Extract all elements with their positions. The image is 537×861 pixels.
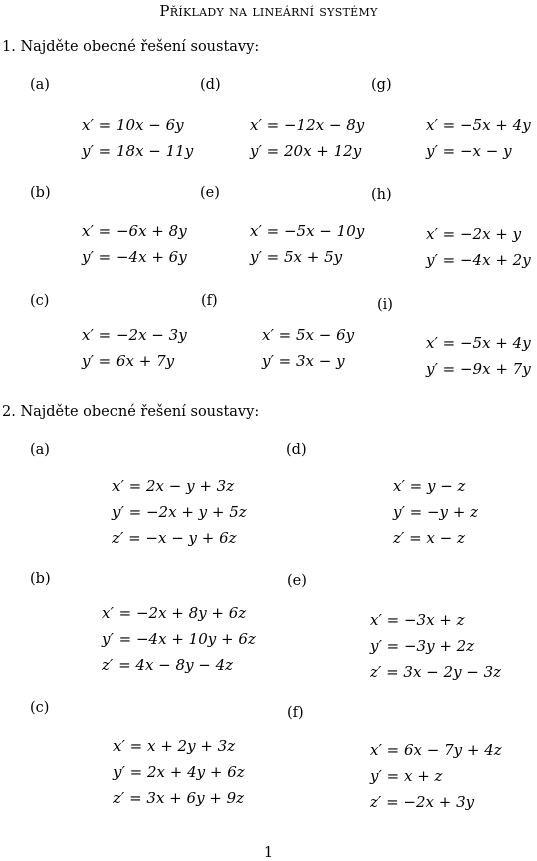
equation: x′ = −2x + 8y + 6z — [102, 604, 247, 622]
section-2-heading: 2. Najděte obecné řešení soustavy: — [2, 404, 260, 420]
equation: x′ = 5x − 6y — [262, 326, 355, 344]
problem-2c-system — [113, 733, 245, 811]
problem-1d-label: (d) — [200, 77, 221, 93]
equation: z′ = 3x + 6y + 9z — [113, 789, 245, 807]
problem-1e-label: (e) — [200, 185, 220, 201]
problem-2c-label: (c) — [30, 700, 50, 716]
problem-2d-system — [393, 473, 478, 551]
equation: x′ = −5x − 10y — [250, 222, 365, 240]
equation: x′ = 6x − 7y + 4z — [370, 741, 502, 759]
equation: z′ = −2x + 3y — [370, 793, 475, 811]
problem-1i-system — [426, 330, 531, 382]
problem-2d-label: (d) — [286, 442, 307, 458]
equation: y′ = −4x + 6y — [82, 248, 187, 266]
problem-1f-system — [262, 322, 354, 374]
problem-2b-system — [102, 600, 256, 678]
problem-1h-system — [426, 221, 531, 273]
equation: y′ = −x − y — [426, 142, 512, 160]
equation: x′ = −12x − 8y — [250, 116, 365, 134]
equation: y′ = −3y + 2z — [370, 637, 475, 655]
equation: y′ = −9x + 7y — [426, 360, 531, 378]
equation: z′ = 3x − 2y − 3z — [370, 663, 502, 681]
section-1-heading: 1. Najděte obecné řešení soustavy: — [2, 39, 260, 55]
equation: z′ = x − z — [393, 529, 465, 547]
equation: y′ = 6x + 7y — [82, 352, 175, 370]
equation: y′ = 20x + 12y — [250, 142, 362, 160]
equation: x′ = −2x − 3y — [82, 326, 187, 344]
equation: x′ = x + 2y + 3z — [113, 737, 236, 755]
equation: x′ = y − z — [393, 477, 466, 495]
page-number: 1 — [263, 845, 274, 861]
problem-1c-system — [82, 322, 187, 374]
equation: y′ = −2x + y + 5z — [112, 503, 247, 521]
equation: y′ = x + z — [370, 767, 443, 785]
problem-2f-system — [370, 737, 502, 815]
equation: z′ = −x − y + 6z — [112, 529, 237, 547]
equation: y′ = −4x + 10y + 6z — [102, 630, 256, 648]
problem-1d-system — [250, 112, 364, 164]
equation: y′ = 3x − y — [262, 352, 345, 370]
problem-2e-label: (e) — [287, 573, 307, 589]
equation: y′ = 5x + 5y — [250, 248, 343, 266]
problem-2b-label: (b) — [30, 571, 51, 587]
equation: x′ = −5x + 4y — [426, 116, 531, 134]
equation: y′ = 18x − 11y — [82, 142, 194, 160]
problem-1b-label: (b) — [30, 185, 51, 201]
problem-1b-system — [82, 218, 187, 270]
equation: y′ = −y + z — [393, 503, 479, 521]
equation: x′ = −3x + z — [370, 611, 465, 629]
problem-1f-label: (f) — [201, 293, 218, 309]
problem-1a-label: (a) — [30, 77, 50, 93]
problem-1e-system — [250, 218, 364, 270]
equation: y′ = 2x + 4y + 6z — [113, 763, 245, 781]
equation: z′ = 4x − 8y − 4z — [102, 656, 234, 674]
problem-2f-label: (f) — [287, 705, 304, 721]
equation: x′ = −2x + y — [426, 225, 522, 243]
problem-2e-system — [370, 607, 501, 685]
problem-1c-label: (c) — [30, 293, 50, 309]
problem-1g-label: (g) — [371, 77, 392, 93]
equation: y′ = −4x + 2y — [426, 251, 531, 269]
problem-1a-system — [82, 112, 193, 164]
equation: x′ = 10x − 6y — [82, 116, 184, 134]
problem-2a-label: (a) — [30, 442, 50, 458]
equation: x′ = 2x − y + 3z — [112, 477, 235, 495]
problem-1h-label: (h) — [371, 187, 392, 203]
equation: x′ = −5x + 4y — [426, 334, 531, 352]
problem-1i-label: (i) — [377, 297, 393, 313]
page-title: Příklady na lineární systémy — [159, 2, 378, 20]
problem-2a-system — [112, 473, 247, 551]
equation: x′ = −6x + 8y — [82, 222, 187, 240]
problem-1g-system — [426, 112, 531, 164]
